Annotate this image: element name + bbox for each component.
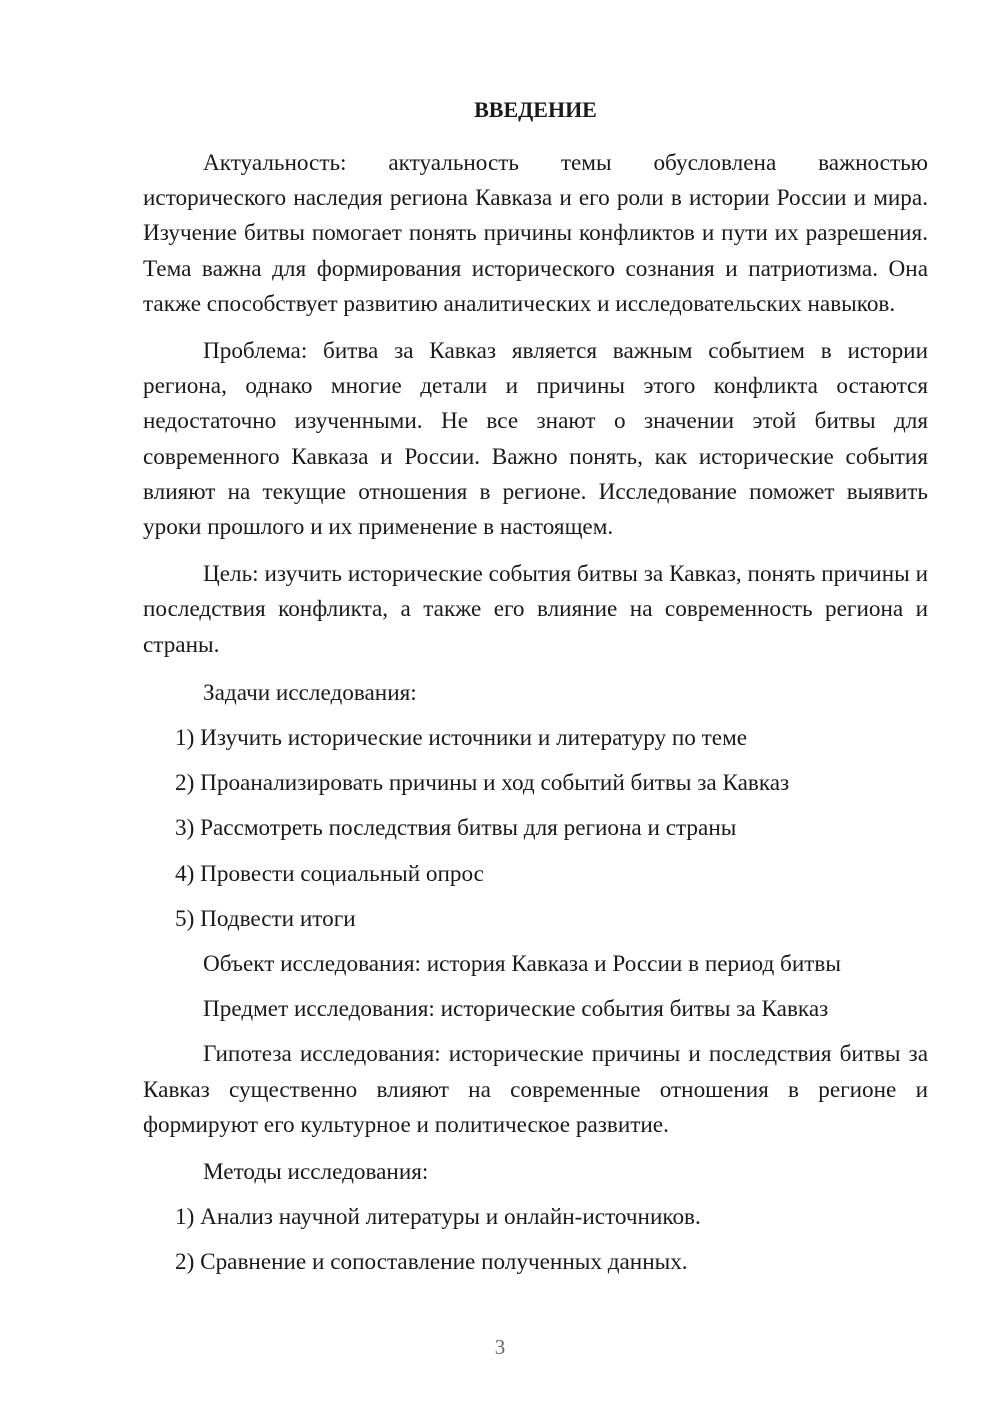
page-title: ВВЕДЕНИЕ (474, 97, 597, 122)
method-item: 2) Сравнение и сопоставление полученных данных. (175, 1249, 688, 1276)
method-item: 1) Анализ научной литературы и онлайн-источников. (175, 1204, 701, 1231)
page-content (143, 96, 928, 1291)
tasks-heading: Задачи исследования: (203, 679, 417, 706)
problem-paragraph: Проблема: битва за Кавказ является важным событием в истории региона, однако многие детали и причины этого конфликта остаются недостаточно изученными. Не все знают о значении этой битвы для современного Кавказа и России. Важно понять, как исторические события влияют на текущие отношения в регионе. Исследование поможет выявить уроки прошлого и их применение в настоящем. (143, 338, 928, 541)
task-item: 2) Проанализировать причины и ход событий битвы за Кавказ (175, 770, 790, 797)
task-item: 5) Подвести итоги (175, 905, 356, 932)
task-item: 3) Рассмотреть последствия битвы для региона и страны (175, 815, 737, 842)
task-item: 1) Изучить исторические источники и литературу по теме (175, 725, 748, 752)
research-subject: Предмет исследования: исторические события битвы за Кавказ (203, 996, 829, 1023)
hypothesis-paragraph: Гипотеза исследования: исторические причины и последствия битвы за Кавказ существенно влияют на современные отношения в регионе и формируют его культурное и политическое развитие. (143, 1041, 928, 1138)
methods-heading: Методы исследования: (203, 1159, 429, 1186)
task-item: 4) Провести социальный опрос (175, 860, 484, 887)
research-object: Объект исследования: история Кавказа и России в период битвы (203, 951, 841, 978)
goal-paragraph: Цель: изучить исторические события битвы за Кавказ, понять причины и последствия конфликта, а также его влияние на современность региона и страны. (143, 561, 928, 658)
relevance-paragraph: Актуальность: актуальность темы обусловлена важностью исторического наследия региона Кавказа и его роли в истории России и мира. Изучение битвы помогает понять причины конфликтов и пути их разрешения. Тема важна для формирования исторического сознания и патриотизма. Она также способствует развитию аналитических и исследовательских навыков. (143, 150, 928, 317)
page-number: 3 (494, 1335, 506, 1359)
